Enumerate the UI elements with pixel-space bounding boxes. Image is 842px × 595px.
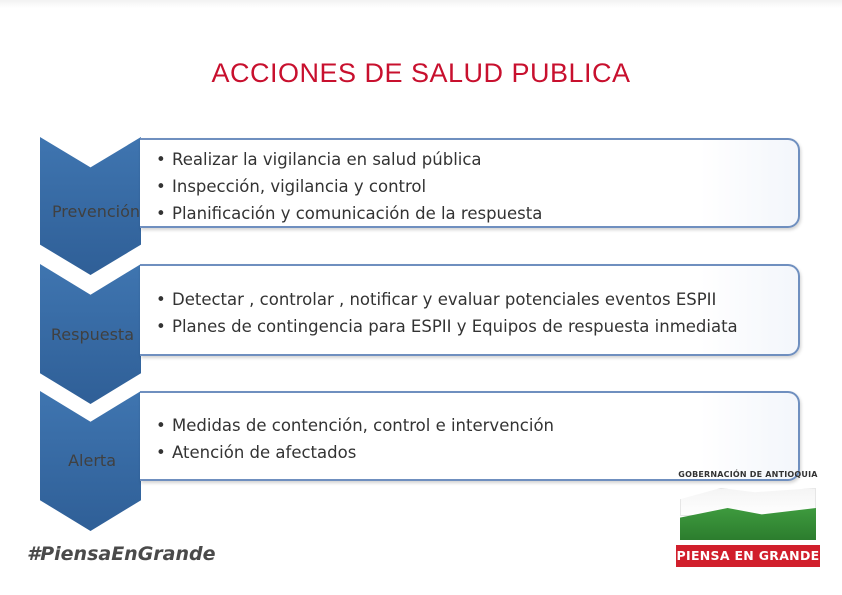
top-stripe (0, 0, 842, 8)
bullet-list-alerta (140, 412, 798, 466)
bullet-list-respuesta (140, 286, 798, 340)
panel-respuesta (140, 264, 800, 356)
panel-prevencion (140, 138, 800, 228)
bullet-item: • Planes de contingencia para ESPII y Equipos de respuesta inmediata (140, 313, 798, 340)
label-alerta: Alerta (68, 451, 116, 470)
logo-bottom-text: PIENSA EN GRANDE (676, 545, 820, 567)
hashtag: #PiensaEnGrande (27, 543, 216, 565)
bullet-item: • Detectar , controlar , notificar y evaluar potenciales eventos ESPII (140, 286, 798, 313)
page-title: ACCIONES DE SALUD PUBLICA (211, 58, 631, 88)
bullet-item: • Medidas de contención, control e intervención (140, 412, 798, 439)
bullet-list-prevencion (140, 146, 798, 227)
label-prevencion: Prevención (51, 202, 140, 221)
bullet-item: • Atención de afectados (140, 439, 798, 466)
bullet-item: • Realizar la vigilancia en salud pública (140, 146, 798, 173)
gobernacion-logo (676, 470, 820, 570)
bullet-item: • Inspección, vigilancia y control (140, 173, 798, 200)
bullet-item: • Planificación y comunicación de la respuesta (140, 200, 798, 227)
label-respuesta: Respuesta (50, 325, 134, 344)
panel-alerta (140, 391, 800, 481)
logo-top-text: GOBERNACIÓN DE ANTIOQUIA (678, 470, 818, 479)
